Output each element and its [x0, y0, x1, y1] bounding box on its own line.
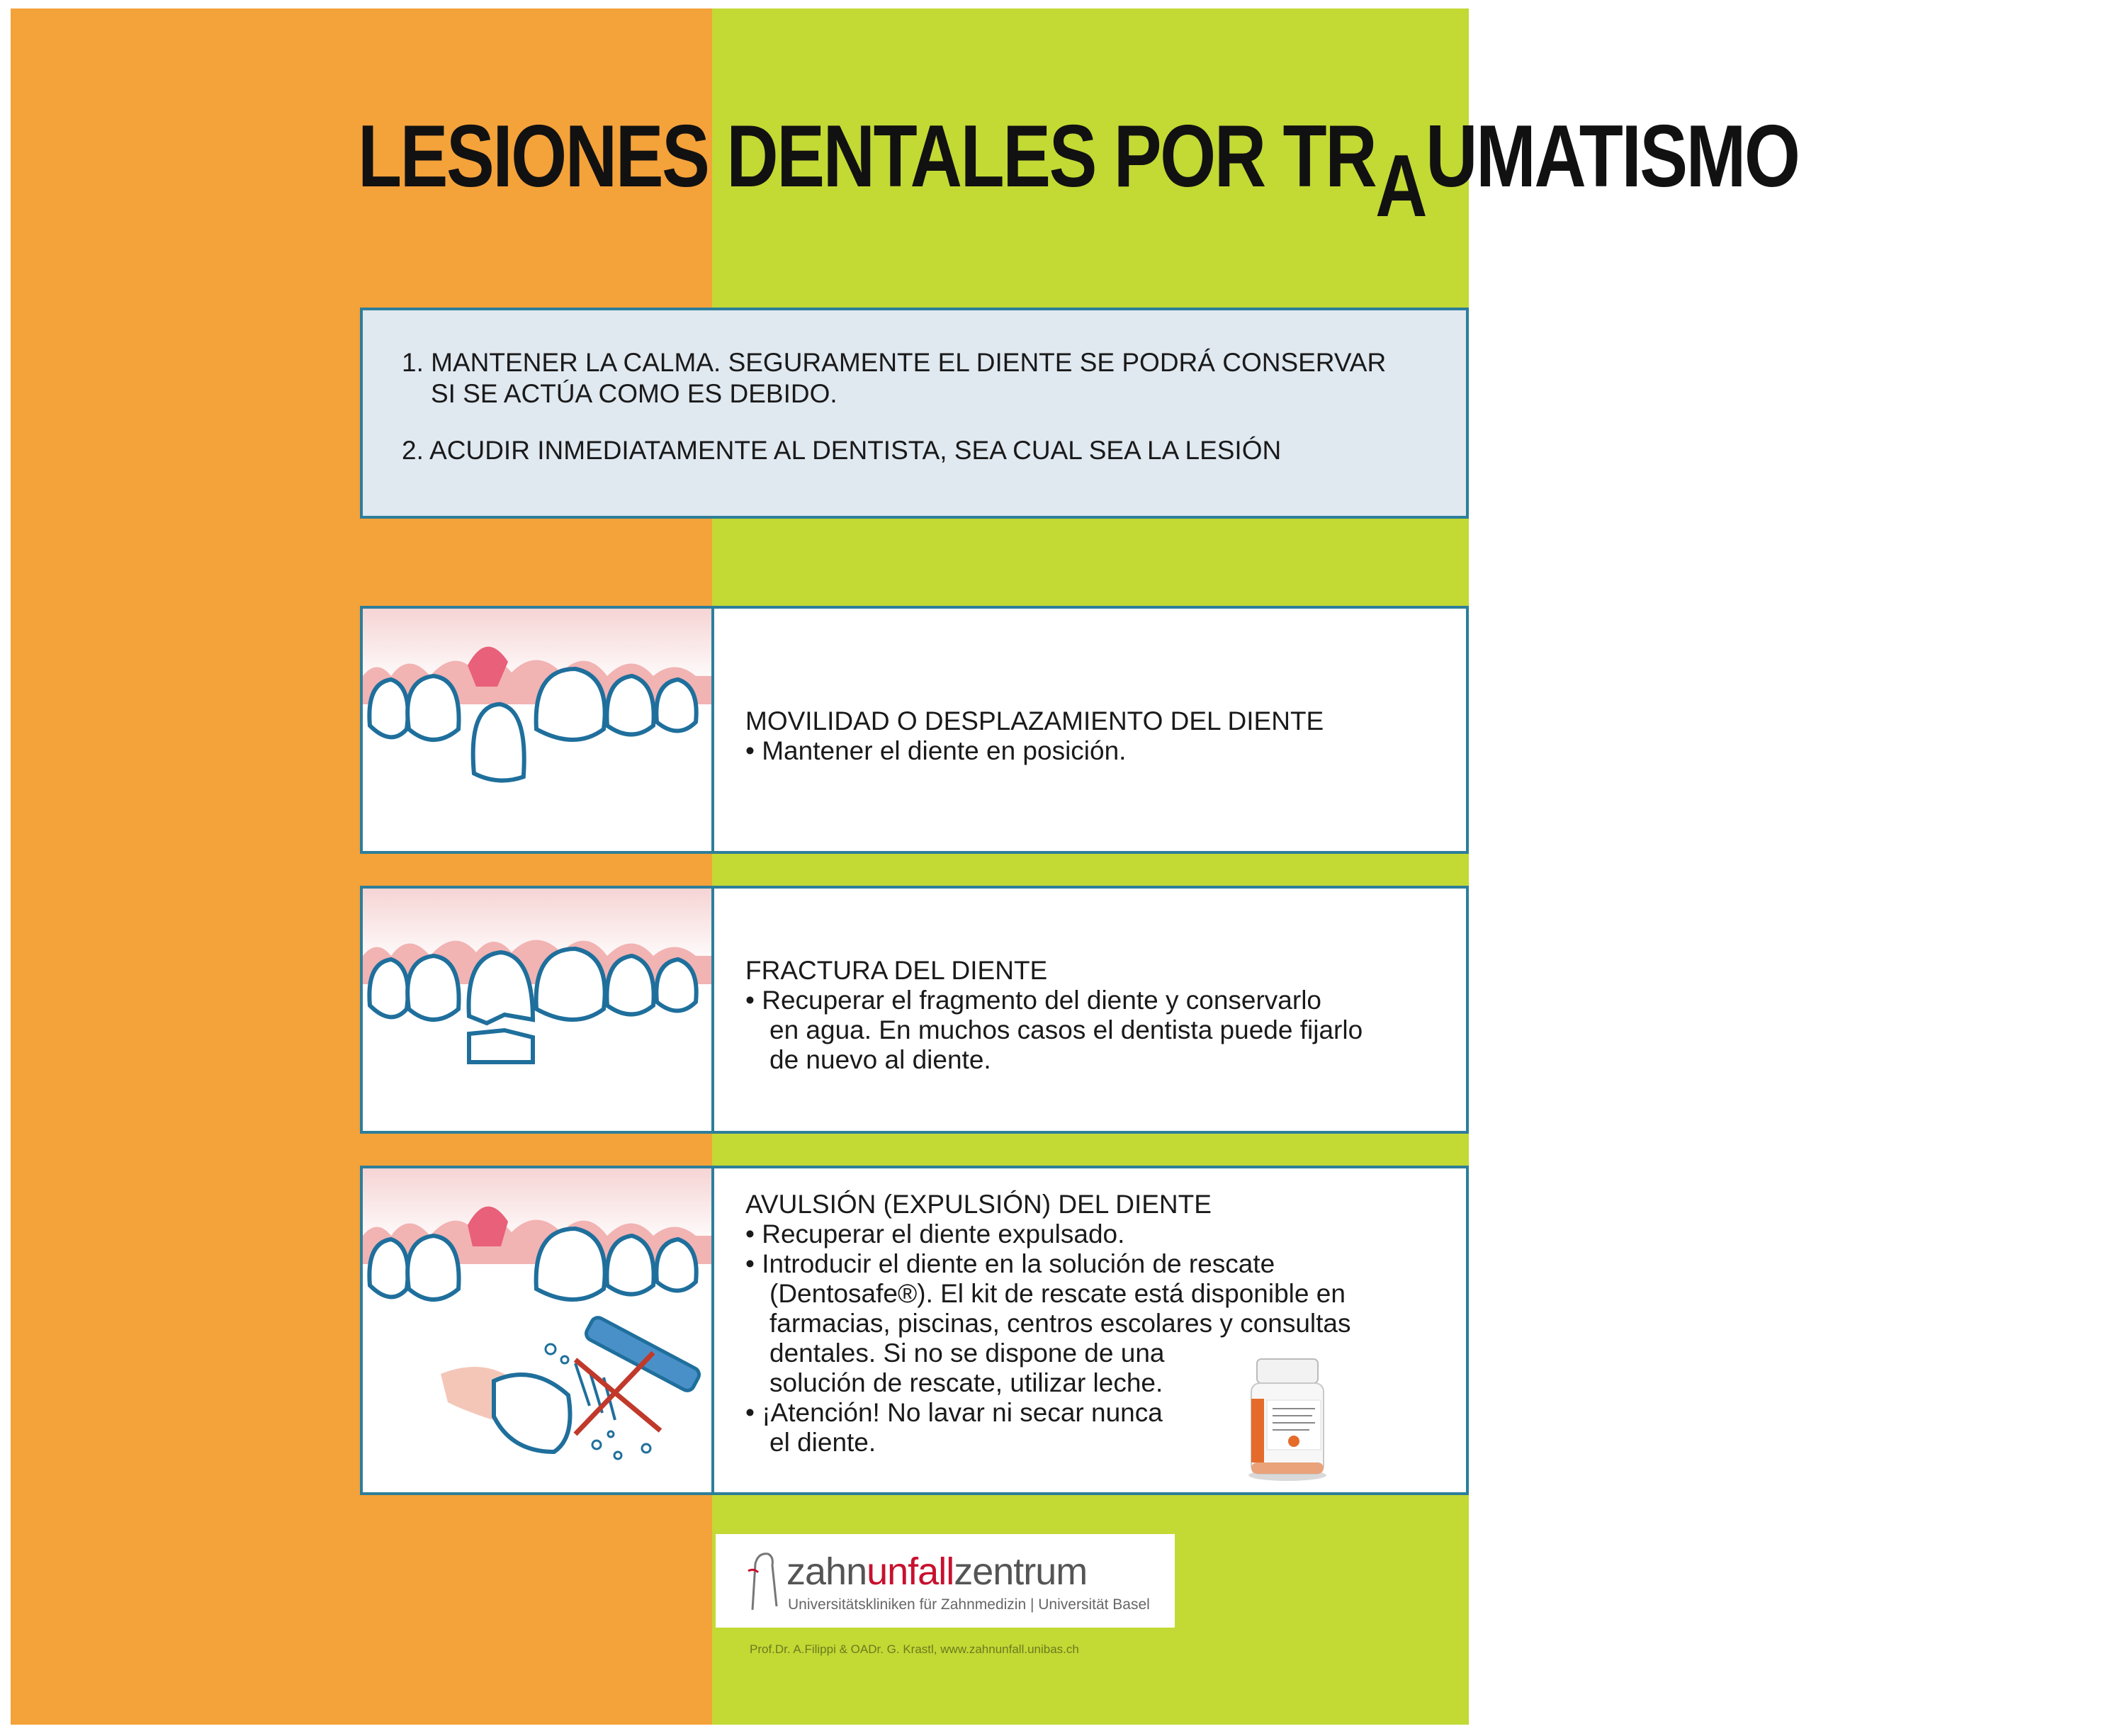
- title-dropped-letter: A: [1375, 137, 1426, 235]
- tooth-logo-icon: [745, 1550, 782, 1613]
- fracture-text: [745, 956, 1363, 1075]
- credit-line: Prof.Dr. A.Filippi & OADr. G. Krastl, www.zahnunfall.unibas.ch: [750, 1642, 1079, 1656]
- avulsion-illustration: [363, 1168, 714, 1492]
- instruction-1-line-2: SI SE ACTÚA COMO ES DEBIDO.: [431, 379, 837, 408]
- card-line: • Recuperar el diente expulsado.: [745, 1219, 1125, 1249]
- card-heading: MOVILIDAD O DESPLAZAMIENTO DEL DIENTE: [745, 706, 1324, 735]
- card-line: solución de rescate, utilizar leche.: [769, 1368, 1163, 1397]
- card-line: el diente.: [769, 1428, 876, 1457]
- card-line: • ¡Atención! No lavar ni secar nunca: [745, 1398, 1163, 1427]
- title-part-1: LESIONES DENTALES POR TR: [358, 108, 1376, 205]
- luxation-text: [745, 706, 1324, 766]
- fracture-illustration: [363, 889, 714, 1131]
- card-line: • Recuperar el fragmento del diente y conservarlo: [745, 986, 1321, 1015]
- card-line: • Mantener el diente en posición.: [745, 736, 1127, 765]
- card-heading: AVULSIÓN (EXPULSIÓN) DEL DIENTE: [745, 1190, 1212, 1219]
- logo-word-zentrum: zentrum: [954, 1550, 1088, 1593]
- card-fracture: [360, 886, 1469, 1134]
- instruction-1-line-1: 1. MANTENER LA CALMA. SEGURAMENTE EL DIENTE SE PODRÁ CONSERVAR: [402, 348, 1387, 377]
- instructions-box: [360, 308, 1469, 519]
- card-line: farmacias, piscinas, centros escolares y consultas: [769, 1309, 1351, 1338]
- luxation-illustration: [363, 609, 714, 851]
- card-line: (Dentosafe®). El kit de rescate está disponible en: [769, 1279, 1346, 1308]
- logo-word-zahn: zahn: [786, 1550, 867, 1593]
- rescue-kit-bottle-image: [1241, 1356, 1333, 1484]
- instruction-2: 2. ACUDIR INMEDIATAMENTE AL DENTISTA, SEA CUAL SEA LA LESIÓN: [402, 436, 1282, 465]
- card-line: en agua. En muchos casos el dentista puede fijarlo: [769, 1015, 1363, 1044]
- title-part-2: UMATISMO: [1426, 108, 1799, 205]
- logo-word-unfall: unfall: [867, 1550, 954, 1593]
- logo-wordmark: [786, 1550, 1087, 1594]
- card-luxation: [360, 606, 1469, 854]
- page-title: [358, 106, 1799, 235]
- logo-subtitle: Universitätskliniken für Zahnmedizin | Universität Basel: [788, 1596, 1150, 1613]
- card-line: • Introducir el diente en la solución de rescate: [745, 1249, 1275, 1278]
- card-line: dentales. Si no se dispone de una: [769, 1338, 1165, 1368]
- card-line: de nuevo al diente.: [769, 1045, 991, 1074]
- logo-box: [716, 1534, 1175, 1628]
- card-heading: FRACTURA DEL DIENTE: [745, 956, 1048, 985]
- card-avulsion: [360, 1166, 1469, 1495]
